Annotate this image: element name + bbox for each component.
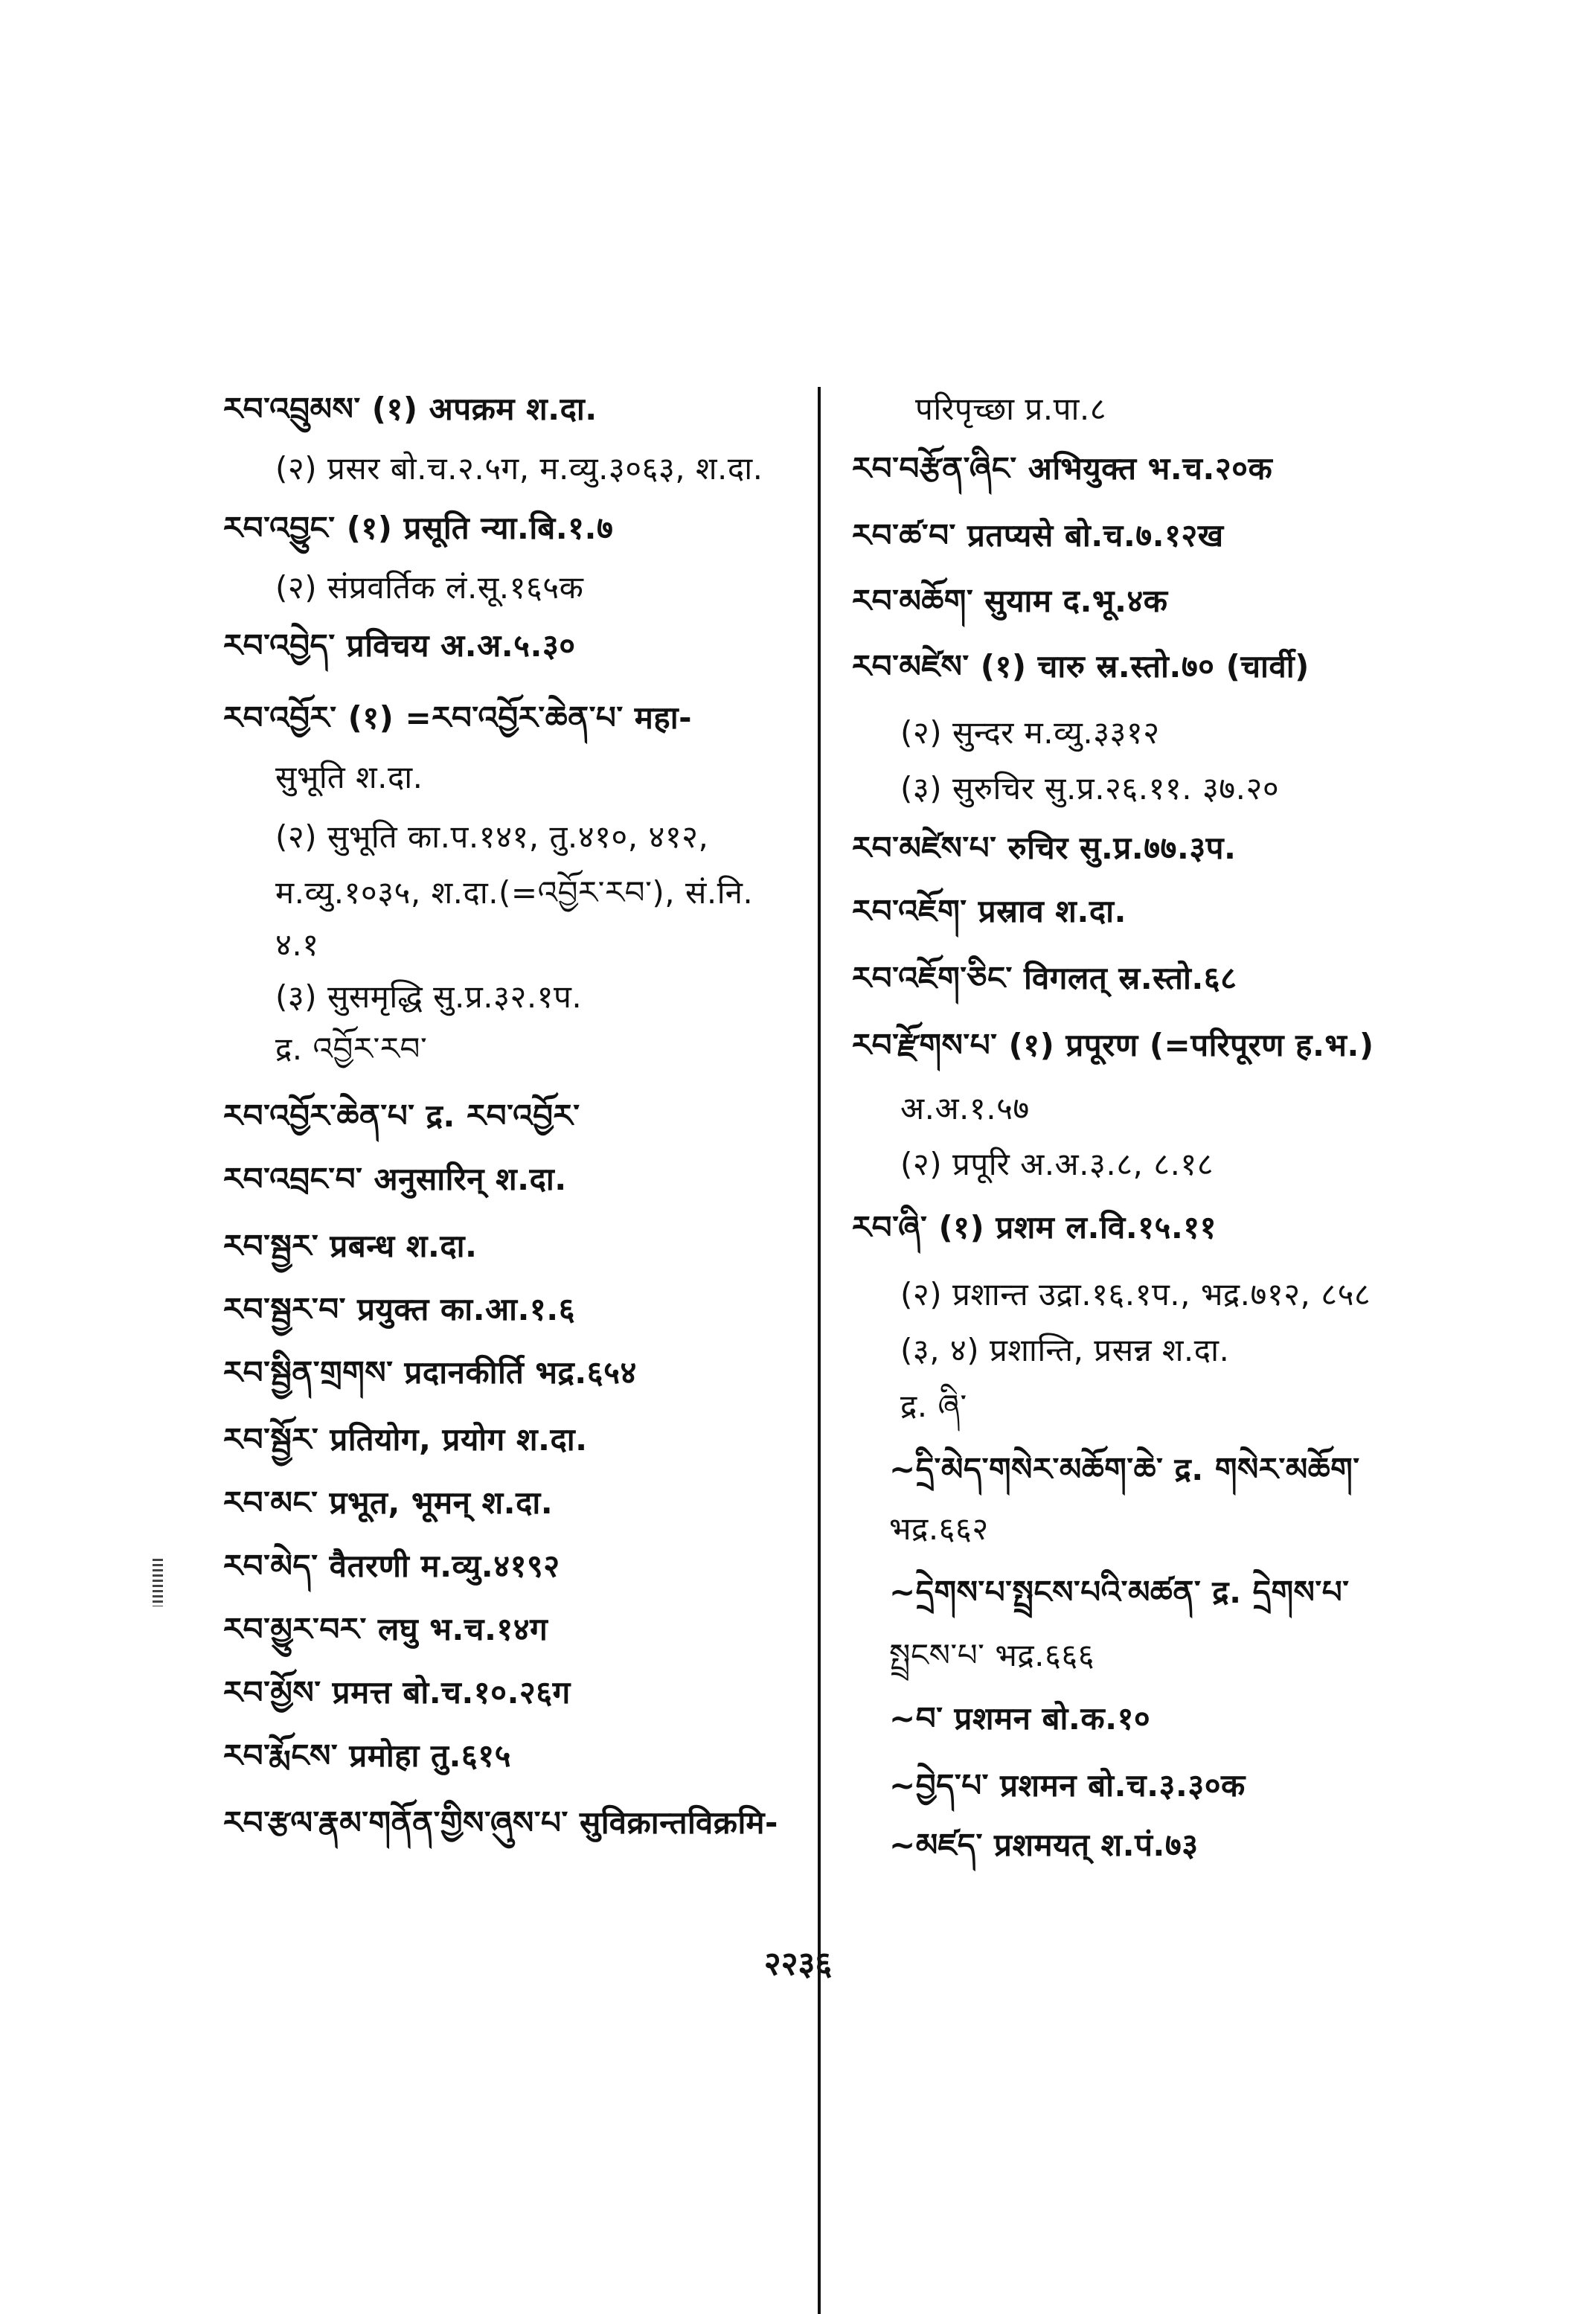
entry-line: (२) सुभूति का.प.१४१, तु.४१०, ४१२,	[275, 818, 709, 855]
entry-line: རབ་ཞི་ (१) प्रशम ल.वि.१५.११	[852, 1209, 1217, 1246]
entry-line: རབ་མང་ प्रभूत, भूमन् श.दा.	[223, 1484, 554, 1521]
entry-line: རབ་འབྱེད་ प्रविचय अ.अ.५.३०	[223, 627, 576, 664]
entry-line: རབ་མྱོས་ प्रमत्त बो.च.१०.२६ग	[223, 1674, 571, 1711]
entry-line: རབ་སྦྱོར་ प्रतियोग, प्रयोग श.दा.	[223, 1421, 588, 1458]
entry-line: (२) प्रसर बो.च.२.५ग, म.व्यु.३०६३, श.दा.	[275, 450, 763, 487]
entry-line: རབ་འཇོག་ प्रस्राव श.दा.	[852, 893, 1127, 929]
entry-line: རབ་འབྲང་བ་ अनुसारिन् श.दा.	[223, 1161, 567, 1197]
entry-line: རབ་འབྱོར་ཆེན་པ་ द्र. རབ་འབྱོར་	[223, 1097, 580, 1134]
entry-line: (३) सुसमृद्धि सु.प्र.३२.१प.	[275, 978, 583, 1015]
entry-line: རབ་བརྩོན་ཞིང་ अभियुक्त भ.च.२०क	[852, 450, 1273, 487]
entry-line: རབ་མཛེས་ (१) चारु स्र.स्तो.७० (चार्वी)	[852, 648, 1310, 685]
entry-line: ~མཛད་ प्रशमयत् श.पं.७३	[889, 1827, 1199, 1863]
entry-line: རབ་མཆོག་ सुयाम द.भू.४क	[852, 583, 1168, 619]
entry-line: རབ་རྫོགས་པ་ (१) प्रपूरण (=परिपूरण ह.भ.)	[852, 1027, 1374, 1063]
entry-line: (२) सुन्दर म.व्यु.३३१२	[900, 714, 1160, 751]
entry-line: ४.१	[275, 926, 319, 963]
entry-line: སྤྲངས་པ་ भद्र.६६६	[889, 1637, 1095, 1673]
column-divider	[818, 387, 821, 2314]
entry-line: म.व्यु.१०३५, श.दा.(=འབྱོར་རབ་), सं.नि.	[275, 874, 754, 911]
entry-line: सुभूति श.दा.	[275, 759, 423, 795]
entry-line: (३, ४) प्रशान्ति, प्रसन्न श.दा.	[900, 1332, 1230, 1368]
entry-line: རབ་རྩལ་རྣམ་གནོན་གྱིས་ཞུས་པ་ सुविक्रान्तविक्रमि-	[223, 1804, 778, 1841]
entry-line: अ.अ.१.५७	[900, 1090, 1030, 1126]
entry-line: (२) प्रपूरि अ.अ.३.८, ८.१८	[900, 1146, 1214, 1182]
entry-line: རབ་འབྱུང་ (१) प्रसूति न्या.बि.१.७	[223, 510, 614, 546]
entry-line: ~དྲི་མེད་གསེར་མཆོག་ཆེ་ द्र. གསེར་མཆོག་	[889, 1451, 1360, 1487]
entry-line: རབ་མཛེས་པ་ रुचिर सु.प्र.७७.३प.	[852, 830, 1237, 866]
margin-scan-mark	[153, 1559, 163, 1606]
entry-line: भद्र.६६२	[889, 1510, 989, 1547]
page-number: २२३६	[763, 1945, 833, 1983]
entry-line: རབ་འཇོག་ཅིང་ विगलत् स्र.स्तो.६८	[852, 960, 1237, 996]
entry-line: རབ་སྦྱར་ प्रबन्ध श.दा.	[223, 1228, 478, 1264]
entry-line: རབ་རྨོངས་ प्रमोहा तु.६१५	[223, 1737, 511, 1774]
entry-line: (२) संप्रवर्तिक लं.सू.१६५क	[275, 569, 584, 606]
entry-line: རབ་འབྱོར་ (१) =རབ་འབྱོར་ཆེན་པ་ महा-	[223, 699, 693, 736]
entry-line: རབ་མྱུར་བར་ लघु भ.च.१४ग	[223, 1611, 548, 1647]
entry-line: རབ་འབྲུམས་ (१) अपक्रम श.दा.	[223, 391, 597, 427]
entry-line: རབ་སྦྱིན་གྲགས་ प्रदानकीर्ति भद्र.६५४	[223, 1354, 637, 1391]
entry-line: ~བ་ प्रशमन बो.क.१०	[889, 1700, 1151, 1737]
entry-line: ~དྲེགས་པ་སྤྲངས་པའི་མཚན་ द्र. དྲེགས་པ་	[889, 1574, 1350, 1610]
entry-line: ~བྱེད་པ་ प्रशमन बो.च.३.३०क	[889, 1767, 1246, 1804]
entry-line: द्र. འབྱོར་རབ་	[275, 1031, 428, 1067]
entry-line: (३) सुरुचिर सु.प्र.२६.११. ३७.२०	[900, 770, 1280, 807]
entry-line: (२) प्रशान्त उद्रा.१६.१प., भद्र.७१२, ८५८	[900, 1276, 1371, 1313]
entry-line: द्र. ཞི་	[900, 1388, 967, 1424]
entry-line: རབ་སྦྱར་བ་ प्रयुक्त का.आ.१.६	[223, 1291, 576, 1327]
entry-line: परिपृच्छा प्र.पा.८	[915, 391, 1107, 427]
entry-line: རབ་མེད་ वैतरणी म.व्यु.४१९२	[223, 1548, 560, 1584]
entry-line: རབ་ཚ་བ་ प्रतप्यसे बो.च.७.१२ख	[852, 517, 1224, 554]
